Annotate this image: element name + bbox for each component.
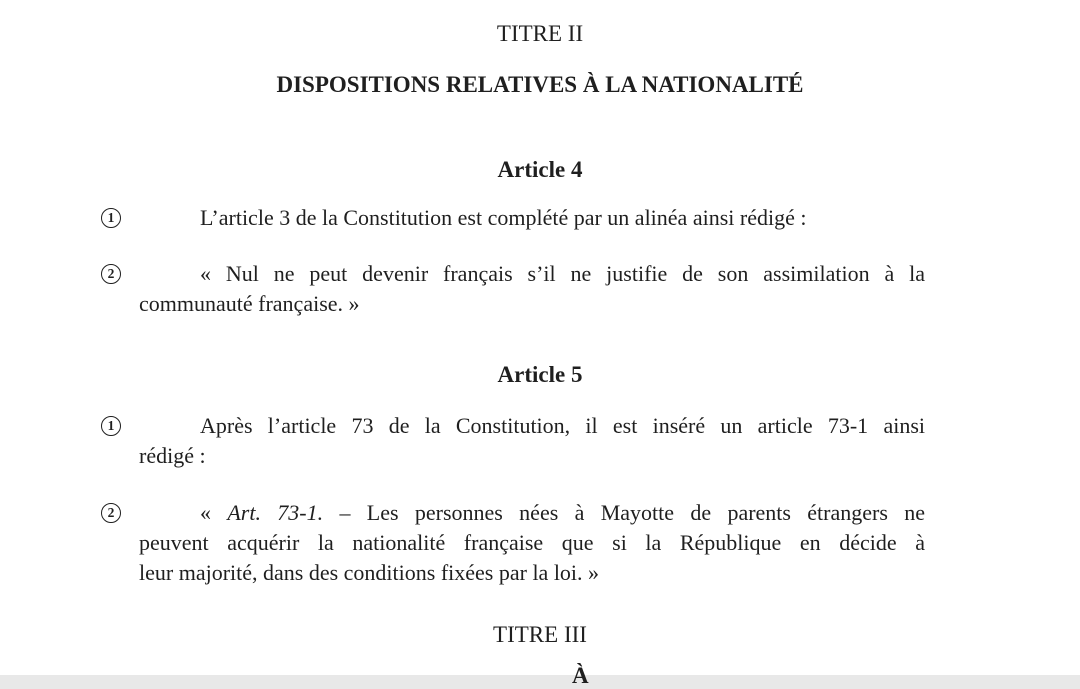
paragraph-2-marker: 2 [101,503,121,523]
paragraph-1-marker: 1 [101,208,121,228]
paragraph-2-text [139,498,925,588]
paragraph-1-text [139,411,925,471]
paragraph-2-text [139,259,925,319]
text-line: peuvent acquérir la nationalité française que si la République en décide à [139,530,925,555]
text-line: rédigé : [139,443,206,468]
titre-iii-partial-next-heading: À [572,663,589,688]
titre-ii-subheading: DISPOSITIONS RELATIVES À LA NATIONALITÉ [276,72,804,97]
article-5-paragraph-1 [107,411,925,471]
text-line: L’article 3 de la Constitution est complété par un alinéa ainsi rédigé : [200,205,807,230]
paragraph-1-text [139,203,925,233]
article-4-paragraph-1 [107,203,925,233]
paragraph-2-marker: 2 [101,264,121,284]
text-line: leur majorité, dans des conditions fixées par la loi. » [139,560,600,585]
text-line: Après l’article 73 de la Constitution, il est inséré un article 73-1 ainsi [200,413,925,438]
titre-ii-heading: TITRE II [496,21,584,46]
text-line: « Nul ne peut devenir français s’il ne justifie de son assimilation à la [200,261,925,286]
article-5-heading: Article 5 [497,362,583,387]
titre-iii-heading: TITRE III [493,622,587,647]
article-5-paragraph-2 [107,498,926,588]
article-4-heading: Article 4 [497,157,583,182]
text-line: communauté française. » [139,291,360,316]
text-line: « Art. 73-1. – Les personnes nées à Mayotte de parents étrangers ne [200,500,926,525]
paragraph-1-marker: 1 [101,416,121,436]
article-4-paragraph-2 [107,259,925,319]
